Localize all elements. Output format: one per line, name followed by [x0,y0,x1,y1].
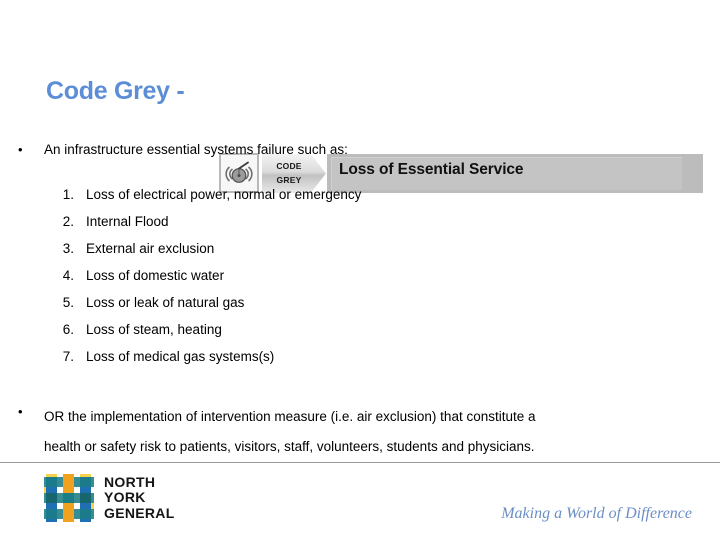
list-item-number: 1. [62,187,74,202]
page-title: Code Grey - [46,77,185,105]
logo-word-line-3: GENERAL [104,504,175,521]
list-item-label: Loss of steam, heating [86,322,222,337]
list-item-label: Loss or leak of natural gas [86,295,245,310]
bullet-marker-icon: • [18,404,23,419]
list-item-label: Loss of domestic water [86,268,225,283]
numbered-list [56,185,656,374]
bullet-marker-icon: • [18,142,23,157]
list-item [56,239,656,266]
closing-bullet-line-2: health or safety risk to patients, visitors, staff, volunteers, students and physicians. [44,439,535,454]
logo-word-line-2: YORK [104,489,146,506]
footer-tagline: Making a World of Difference [501,505,692,522]
list-item [56,185,656,212]
code-grey-tag-text [268,159,310,187]
list-item [56,320,656,347]
list-item-label: Internal Flood [86,214,169,229]
list-item [56,293,656,320]
code-tag-line1: CODE [276,161,302,171]
list-item-label: Loss of medical gas systems(s) [86,349,275,364]
intro-bullet [18,140,678,159]
logo-word-line-1: NORTH [104,473,156,490]
logo-wordmark [104,475,175,522]
logo-grid-mark [44,474,94,522]
list-item-number: 4. [62,268,74,283]
closing-bullet-line-1: OR the implementation of intervention measure (i.e. air exclusion) that constitute a [44,409,536,424]
list-item [56,266,656,293]
intro-bullet-text: An infrastructure essential systems failure such as: [44,142,348,157]
list-item-number: 3. [62,241,74,256]
list-item-number: 5. [62,295,74,310]
list-item-label: External air exclusion [86,241,215,256]
closing-bullet [18,402,698,462]
list-item-number: 2. [62,214,74,229]
list-item-number: 7. [62,349,74,364]
banner-title: Loss of Essential Service [339,161,524,178]
code-tag-line2: GREY [276,175,302,185]
list-item-label: Loss of electrical power, normal or emergency [86,187,362,202]
list-item-number: 6. [62,322,74,337]
north-york-general-logo [44,474,175,522]
footer-divider [0,462,720,463]
list-item [56,347,656,374]
list-item [56,212,656,239]
